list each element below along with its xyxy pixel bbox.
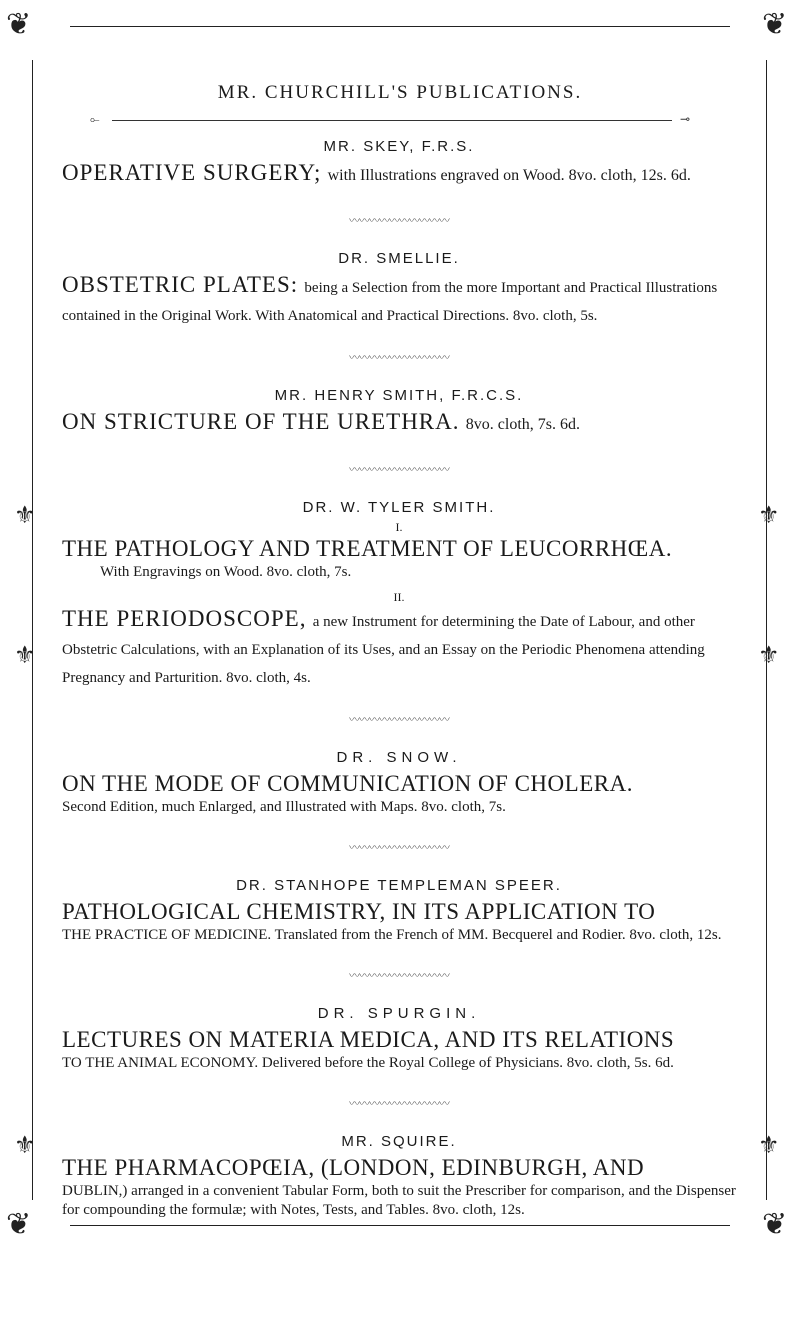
author-name: MR. SQUIRE. bbox=[341, 1133, 457, 1150]
divider-ornament: 〰〰〰〰〰〰〰〰〰〰 bbox=[349, 463, 449, 476]
divider-ornament: 〰〰〰〰〰〰〰〰〰〰 bbox=[349, 841, 449, 854]
volume-numeral: II. bbox=[393, 590, 405, 604]
book-description: a new Instrument for determining the Date of Labour, and other Obstetric Calculations, with an Explanation of its Uses, and an Essay on the Periodic Phenomena attending Pregnancy and Parturition. 8vo. cloth, 4s. bbox=[62, 614, 705, 686]
volume-numeral: I. bbox=[395, 520, 403, 534]
divider-ornament: 〰〰〰〰〰〰〰〰〰〰 bbox=[349, 1097, 449, 1110]
book-entry-line bbox=[62, 408, 736, 439]
page-title: MR. CHURCHILL'S PUBLICATIONS. bbox=[217, 82, 583, 103]
book-title: ON THE MODE OF COMMUNICATION OF CHOLERA. bbox=[62, 771, 633, 796]
author-name: DR. SNOW. bbox=[336, 749, 462, 766]
book-title: THE PHARMACOPŒIA, (LONDON, EDINBURGH, AND bbox=[62, 1155, 645, 1180]
header-rule-end-right: ⊸ bbox=[680, 112, 691, 126]
author-name: MR. SKEY, F.R.S. bbox=[323, 138, 475, 155]
book-description: DUBLIN,) arranged in a convenient Tabular Form, both to suit the Prescriber for comparison, and the Dispenser for compounding the formulæ; with Notes, Tests, and Tables. 8vo. cloth, 12s. bbox=[62, 1183, 736, 1218]
entry-speer bbox=[62, 877, 736, 945]
book-description: 8vo. cloth, 7s. 6d. bbox=[465, 416, 580, 433]
corner-ornament-top-left: ❦ bbox=[6, 7, 32, 42]
book-title: OBSTETRIC PLATES: bbox=[62, 272, 299, 297]
entry-skey bbox=[62, 138, 736, 190]
author-name: DR. W. TYLER SMITH. bbox=[302, 499, 496, 516]
book-entry-line bbox=[62, 159, 736, 190]
author-name: DR. SPURGIN. bbox=[317, 1005, 481, 1022]
entry-henry-smith bbox=[62, 387, 736, 439]
entry-snow bbox=[62, 749, 736, 817]
entry-spurgin bbox=[62, 1005, 736, 1073]
author-name: MR. HENRY SMITH, F.R.C.S. bbox=[274, 387, 524, 404]
frame-right-rule bbox=[766, 60, 767, 1200]
header-rule-end-left: ⟜ bbox=[90, 112, 100, 126]
book-description: TO THE ANIMAL ECONOMY. Delivered before the Royal College of Physicians. 8vo. cloth, 5s. 6d. bbox=[62, 1055, 674, 1071]
entry-squire bbox=[62, 1133, 736, 1220]
book-title: THE PERIODOSCOPE, bbox=[62, 606, 307, 631]
divider-ornament: 〰〰〰〰〰〰〰〰〰〰 bbox=[349, 713, 449, 726]
book-title: PATHOLOGICAL CHEMISTRY, IN ITS APPLICATION TO bbox=[62, 899, 656, 924]
frame-bottom-rule bbox=[70, 1225, 730, 1226]
book-title: ON STRICTURE OF THE URETHRA. bbox=[62, 409, 460, 434]
entry-tyler-smith bbox=[62, 499, 736, 689]
frame-left-rule bbox=[32, 60, 33, 1200]
side-ornament-left-middle: ⚜ bbox=[14, 641, 36, 669]
publication-list bbox=[62, 138, 736, 1220]
author-name: DR. SMELLIE. bbox=[338, 250, 460, 267]
corner-ornament-bottom-left: ❦ bbox=[6, 1207, 32, 1242]
side-ornament-left-lower: ⚜ bbox=[14, 1131, 36, 1159]
divider-ornament: 〰〰〰〰〰〰〰〰〰〰 bbox=[349, 969, 449, 982]
entry-smellie bbox=[62, 250, 736, 327]
book-description: THE PRACTICE OF MEDICINE. Translated from the French of MM. Becquerel and Rodier. 8vo. cloth, 12s. bbox=[62, 927, 722, 943]
book-description: with Illustrations engraved on Wood. 8vo. cloth, 12s. 6d. bbox=[327, 167, 691, 184]
book-entry-line bbox=[62, 271, 736, 327]
header-underline bbox=[112, 120, 672, 121]
book-description: Second Edition, much Enlarged, and Illustrated with Maps. 8vo. cloth, 7s. bbox=[62, 799, 506, 815]
corner-ornament-top-right: ❦ bbox=[762, 7, 788, 42]
book-description: With Engravings on Wood. 8vo. cloth, 7s. bbox=[100, 564, 352, 580]
book-entry-line bbox=[62, 605, 736, 689]
divider-ornament: 〰〰〰〰〰〰〰〰〰〰 bbox=[349, 214, 449, 227]
frame-top-rule bbox=[70, 26, 730, 27]
side-ornament-right-lower: ⚜ bbox=[758, 1131, 780, 1159]
side-ornament-left-upper: ⚜ bbox=[14, 501, 36, 529]
side-ornament-right-middle: ⚜ bbox=[758, 641, 780, 669]
book-title: LECTURES ON MATERIA MEDICA, AND ITS RELATIONS bbox=[62, 1027, 675, 1052]
book-title: THE PATHOLOGY AND TREATMENT OF LEUCORRHŒA. bbox=[62, 536, 673, 561]
corner-ornament-bottom-right: ❦ bbox=[762, 1207, 788, 1242]
divider-ornament: 〰〰〰〰〰〰〰〰〰〰 bbox=[349, 351, 449, 364]
side-ornament-right-upper: ⚜ bbox=[758, 501, 780, 529]
book-description: being a Selection from the more Important and Practical Illustrations contained in the Original Work. With Anatomical and Practical Directions. 8vo. cloth, 5s. bbox=[62, 280, 718, 324]
author-name: DR. STANHOPE TEMPLEMAN SPEER. bbox=[236, 877, 562, 894]
book-title: OPERATIVE SURGERY; bbox=[62, 160, 322, 185]
